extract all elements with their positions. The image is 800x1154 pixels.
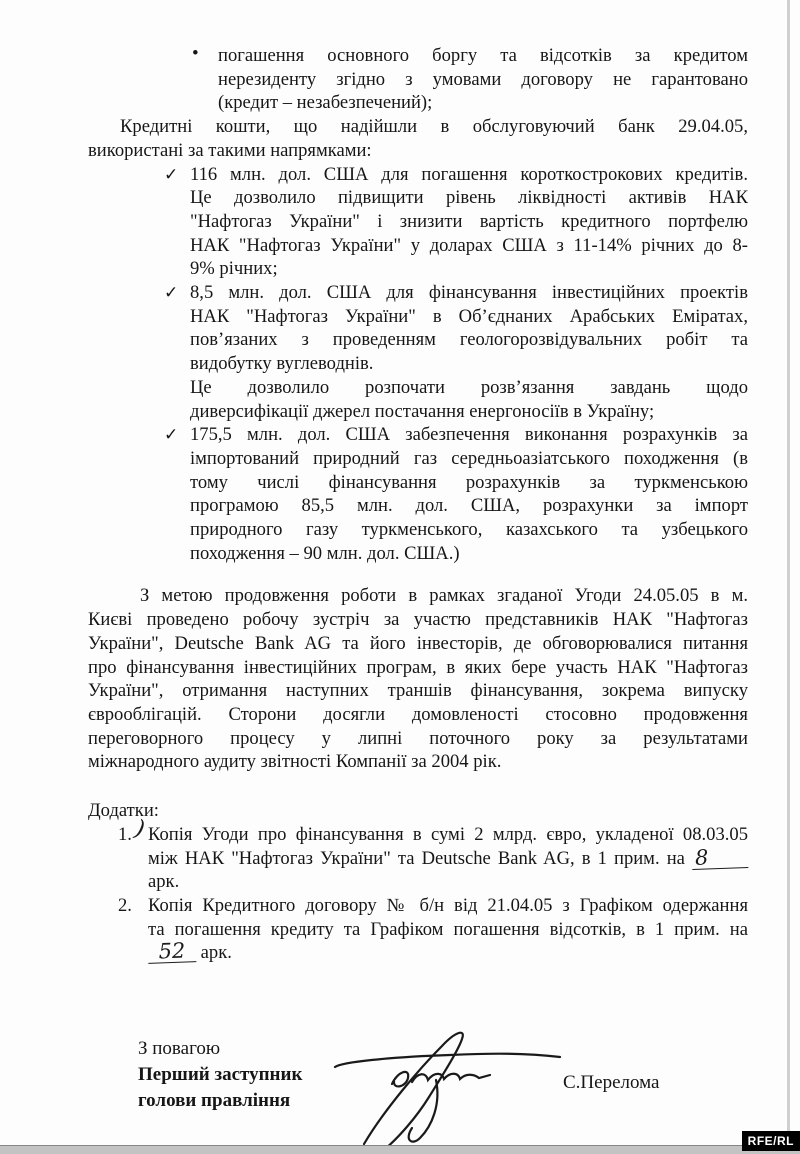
- text-line: 9% річних;: [190, 258, 278, 280]
- rferl-watermark: RFE/RL: [742, 1131, 800, 1151]
- list-number: 2.: [118, 894, 132, 916]
- text-line: НАК "Нафтогаз України" у доларах США з 11-14% річних до 8-: [190, 234, 748, 256]
- text-line: імпортований природний газ середньоазіатського походження (в: [190, 447, 748, 469]
- text-line: арк.: [148, 871, 180, 893]
- text-line: України", отримання наступних траншів фінансування, зокрема випуску: [88, 680, 748, 702]
- list-number: 1.: [118, 823, 132, 845]
- text-line: [148, 844, 748, 871]
- text-line: єврооблігацій. Сторони досягли домовленості стосовно продовження: [88, 703, 748, 725]
- scan-bottom-strip: [0, 1145, 800, 1154]
- text-line: тому числі фінансування розрахунків за туркменською: [190, 471, 748, 493]
- text-line: 116 млн. дол. США для погашення короткострокових кредитів.: [190, 163, 748, 185]
- text-line: про фінансування інвестиційних програм, в яких бере участь НАК "Нафтогаз: [88, 656, 748, 678]
- text-line: 175,5 млн. дол. США забезпечення виконання розрахунків за: [190, 424, 748, 446]
- signer-title-line-2: голови правління: [138, 1090, 291, 1111]
- attachment-item-1: [88, 815, 748, 894]
- text-line: використані за такими напрямками:: [88, 139, 372, 161]
- attachments-section: [88, 799, 748, 965]
- text-line: Кредитні кошти, що надійшли в обслуговуючий банк 29.04.05,: [120, 116, 748, 138]
- text-line: нерезиденту згідно з умовами договору не гарантовано: [218, 68, 748, 90]
- text-line: України", Deutsche Bank AG та його інвесторів, де обговорювалися питання: [88, 632, 748, 654]
- signer-name: С.Перелома: [563, 1072, 660, 1093]
- text-line: Києві проведено робочу зустріч за участю представників НАК "Нафтогаз: [88, 609, 748, 631]
- text-line: погашення основного боргу та відсотків за кредитом: [218, 45, 748, 66]
- text-line: природного газу туркменського, казахського та узбецького: [190, 519, 748, 541]
- checkmark-icon: ✓: [164, 283, 179, 303]
- text-segment: між НАК "Нафтогаз України" та Deutsche Bank AG, в 1 прим. на: [148, 847, 685, 869]
- scan-edge-line: [787, 0, 790, 1154]
- text-line: (кредит – незабезпечений);: [218, 92, 433, 114]
- text-line: "Нафтогаз України" і знизити вартість кредитного портфелю: [190, 210, 748, 232]
- salutation: З повагою: [138, 1038, 221, 1059]
- handwritten-page-count: 8: [692, 847, 749, 870]
- text-line: 8,5 млн. дол. США для фінансування інвестиційних проектів: [190, 282, 748, 304]
- text-line: та погашення кредиту та Графіком погашення відсотків, в 1 прим. на: [148, 918, 748, 940]
- intro-paragraph: [88, 115, 748, 162]
- text-line: диверсифікації джерел постачання енергоносіїв в Україну;: [190, 400, 655, 422]
- text-line: міжнародного аудиту звітності Компанії за 2004 рік.: [88, 751, 502, 773]
- meeting-paragraph: [88, 584, 748, 774]
- signature-scribble: [330, 1022, 568, 1152]
- text-line: видобутку вуглеводнів.: [190, 353, 374, 375]
- handwritten-mark: ): [132, 815, 148, 843]
- credit-use-item-2: [88, 281, 748, 423]
- text-line: [148, 938, 748, 965]
- signer-title-line-1: Перший заступник: [138, 1064, 303, 1085]
- text-line: походження – 90 млн. дол. США.): [190, 542, 460, 564]
- text-line: НАК "Нафтогаз України" в Об’єднаних Арабських Еміратах,: [190, 305, 748, 327]
- checkmark-icon: ✓: [164, 164, 179, 184]
- text-line: Копія Угоди про фінансування в сумі 2 млрд. євро, укладеної 08.03.05: [148, 823, 748, 845]
- text-line: програмою 85,5 млн. дол. США, розрахунки за імпорт: [190, 495, 748, 517]
- text-line: Це дозволило підвищити рівень ліквідності активів НАК: [190, 187, 748, 209]
- text-line: Це дозволило розпочати розв’язання завдань щодо: [190, 376, 748, 398]
- attachments-heading: Додатки:: [88, 800, 159, 822]
- text-line: переговорного процесу у липні поточного року за результатами: [88, 727, 748, 749]
- checkmark-icon: ✓: [164, 425, 179, 445]
- bullet-icon: •: [192, 43, 199, 64]
- credit-use-item-3: [88, 423, 748, 565]
- text-line: З метою продовження роботи в рамках згаданої Угоди 24.05.05 в м.: [140, 585, 748, 607]
- text-line: Копія Кредитного договору № б/н від 21.04.05 з Графіком одержання: [148, 894, 748, 916]
- text-segment: арк.: [200, 942, 232, 964]
- bullet-item: [88, 44, 748, 115]
- attachment-item-2: [88, 894, 748, 965]
- handwritten-page-count: 52: [148, 941, 197, 964]
- document-body: [88, 44, 748, 965]
- closing-block: [138, 1036, 302, 1114]
- credit-use-item-1: [88, 163, 748, 282]
- text-line: пов’язаних з проведенням геологорозвідувальних робіт та: [190, 329, 748, 351]
